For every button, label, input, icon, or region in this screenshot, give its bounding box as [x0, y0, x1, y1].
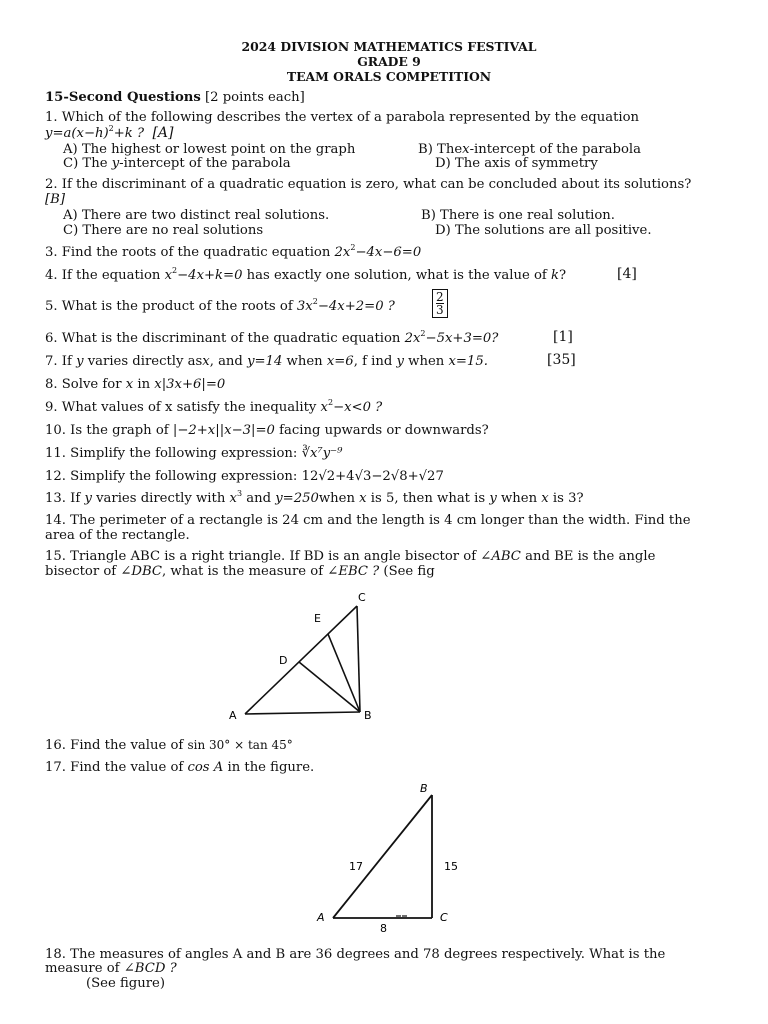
question-1-choice-a: A) The highest or lowest point on the graph — [63, 142, 356, 157]
variable: y — [84, 491, 92, 506]
side-ac — [245, 606, 357, 714]
question-13: 13. If y varies directly with $x^3$ and y=250when x is 5, then what is y when x is 3? — [45, 489, 584, 506]
question-text: (See fig — [379, 564, 435, 579]
label-a: A — [317, 911, 325, 924]
question-text: is 5, then what is — [366, 491, 490, 506]
question-text: 4. If the equation — [45, 268, 165, 283]
equation: 2x — [334, 245, 351, 260]
question-text: 3. Find the roots of the quadratic equation — [45, 245, 335, 260]
equation: 12√2+4√3−2√8+√27 — [301, 469, 444, 484]
question-14-line-1: 14. The perimeter of a rectangle is 24 cm and the length is 4 cm longer than the width. Find the — [45, 513, 691, 528]
equation: y=a(x−h) — [45, 126, 109, 141]
question-text: 16. Find the value of — [45, 738, 188, 753]
question-2-choice-a: A) There are two distinct real solutions. — [63, 208, 330, 223]
equation: x=6 — [326, 354, 354, 369]
question-text: 11. Simplify the following expression: — [45, 446, 302, 461]
label-b: B — [364, 709, 372, 722]
side-ab — [245, 712, 360, 714]
question-2-choice-c: C) There are no real solutions — [63, 223, 264, 238]
question-4: 4. If the equation $x^2-4x+k=0$ has exactly one solution, what is the value of k? — [45, 266, 567, 283]
denominator: 3 — [436, 303, 444, 317]
question-1-choice-d: D) The axis of symmetry — [435, 156, 598, 171]
equation: y=250 — [275, 491, 319, 506]
question-text: varies directly as — [83, 354, 203, 369]
equation: x=15. — [448, 354, 488, 369]
question-text: measure of — [45, 961, 124, 976]
label-e: E — [314, 612, 321, 625]
question-14-line-2: area of the rectangle. — [45, 528, 190, 543]
variable: x — [359, 491, 367, 506]
equation: ∛x⁷y⁻⁹ — [301, 446, 343, 461]
variable: y — [111, 156, 120, 171]
side-ab-17 — [333, 795, 432, 918]
label-a: A — [229, 709, 237, 722]
question-text: , f ind — [353, 354, 397, 369]
variable: x — [125, 377, 134, 392]
question-text: and BE is the angle — [520, 549, 656, 564]
question-17 — [45, 760, 314, 775]
question-text: 10. Is the graph of — [45, 423, 173, 438]
question-6: 6. What is the discriminant of the quadratic equation $2x^2-5x+3=0$? — [45, 329, 499, 346]
question-text: 5. What is the product of the roots of — [45, 299, 297, 314]
question-text: 12. Simplify the following expression: — [45, 469, 302, 484]
variable: y — [396, 354, 404, 369]
question-text: in the figure. — [223, 760, 315, 775]
question-text: , and — [209, 354, 248, 369]
question-9: 9. What values of x satisfy the inequality $x^2-x<0$ ? — [45, 398, 383, 415]
equation-tail: −x<0 ? — [333, 400, 383, 415]
question-1-text: 1. Which of the following describes the vertex of a parabola represented by the equation — [45, 110, 640, 125]
question-text: when — [318, 491, 360, 506]
label-hypotenuse: 17 — [349, 860, 363, 873]
label-c: C — [440, 911, 448, 924]
variable: x — [229, 491, 237, 506]
equation-tail: −4x+k=0 — [177, 268, 243, 283]
angle: ∠EBC ? — [327, 564, 380, 579]
question-18-line-1: 18. The measures of angles A and B are 36 degrees and 78 degrees respectively. What is the — [45, 947, 666, 962]
header-title: 2024 DIVISION MATHEMATICS FESTIVAL — [241, 39, 537, 54]
question-text: 13. If — [45, 491, 85, 506]
question-text: varies directly with — [91, 491, 230, 506]
question-text: has exactly one solution, what is the value of — [242, 268, 551, 283]
equation: y=14 — [247, 354, 283, 369]
question-text: is 3? — [548, 491, 584, 506]
label-opposite: 15 — [444, 860, 458, 873]
variable: y — [489, 491, 497, 506]
answer-key: [A] — [152, 125, 174, 141]
question-mark: ? — [558, 268, 567, 283]
question-4-answer-key: [4] — [617, 266, 637, 282]
question-text: and — [242, 491, 276, 506]
equation: 3x — [296, 299, 313, 314]
question-text: in — [133, 377, 155, 392]
header-competition: TEAM ORALS COMPETITION — [286, 69, 492, 84]
question-text: 6. What is the discriminant of the quadratic equation — [45, 331, 405, 346]
question-text: 17. Find the value of — [45, 760, 188, 775]
question-text: facing upwards or downwards? — [274, 423, 489, 438]
question-2-choice-b: B) There is one real solution. — [421, 208, 615, 223]
bisector-bd — [299, 662, 360, 712]
question-text: when — [403, 354, 449, 369]
question-text: , what is the measure of — [162, 564, 328, 579]
bisector-be — [328, 634, 360, 712]
choice-text: C) The — [63, 156, 112, 171]
label-c: C — [358, 591, 366, 604]
variable: x — [541, 491, 549, 506]
equation: sin 30° × tan 45° — [187, 738, 293, 752]
label-d: D — [279, 654, 288, 667]
question-2-text: 2. If the discriminant of a quadratic equation is zero, what can be concluded about its solutions? — [45, 177, 692, 192]
question-18-line-3: (See figure) — [86, 976, 165, 991]
label-b: B — [420, 782, 428, 795]
variable: k — [550, 268, 559, 283]
choice-text: B) The — [418, 142, 463, 157]
equation: x — [164, 268, 173, 283]
question-16 — [45, 738, 293, 753]
label-adjacent: 8 — [380, 922, 387, 935]
numerator: 2 — [436, 290, 444, 304]
equation-tail: +k ? — [113, 126, 145, 141]
question-text: bisector of — [45, 564, 121, 579]
question-3: 3. Find the roots of the quadratic equation $2x^2-4x-6=0$ — [45, 243, 422, 260]
question-text: 7. If — [45, 354, 77, 369]
choice-text: -intercept of the parabola — [119, 156, 291, 171]
variable: x — [462, 142, 470, 157]
equation: cos A — [187, 760, 224, 775]
header-grade: GRADE 9 — [357, 54, 421, 69]
variable: y — [76, 354, 84, 369]
question-2-answer-key: [B] — [45, 192, 65, 207]
question-1-equation: $y=a(x-h)^2+k$ ? [A] — [45, 124, 174, 141]
choice-text: -intercept of the parabola — [469, 142, 641, 157]
question-5: 5. What is the product of the roots of $3x^2-4x+2=0$ ? — [45, 297, 395, 314]
equation: 2x — [404, 331, 421, 346]
equation: x — [320, 400, 328, 415]
question-text: 8. Solve for — [45, 377, 126, 392]
angle: ∠ABC — [480, 549, 521, 564]
equation: x|3x+6|=0 — [154, 377, 226, 392]
question-text: 15. Triangle ABC is a right triangle. If BD is an angle bisector of — [45, 549, 481, 564]
question-18-line-2 — [45, 961, 177, 976]
equation-tail: −4x+2=0 ? — [317, 299, 395, 314]
question-6-answer-key: [1] — [553, 329, 573, 345]
equation: |−2+x||x−3|=0 — [172, 423, 275, 438]
section-title: 15-Second Questions — [45, 90, 201, 105]
equation-tail: −5x+3=0? — [425, 331, 499, 346]
question-text: when — [496, 491, 542, 506]
variable: x — [202, 354, 210, 369]
question-7-answer-key: [35] — [547, 352, 576, 368]
side-bc — [357, 606, 360, 712]
angle: ∠BCD ? — [123, 961, 177, 976]
angle: ∠DBC — [120, 564, 163, 579]
question-text: 9. What values of x satisfy the inequality — [45, 400, 321, 415]
equation-tail: −4x−6=0 — [355, 245, 422, 260]
question-text: when — [282, 354, 327, 369]
section-points: [2 points each] — [204, 90, 305, 105]
question-2-choice-d: D) The solutions are all positive. — [435, 223, 652, 238]
